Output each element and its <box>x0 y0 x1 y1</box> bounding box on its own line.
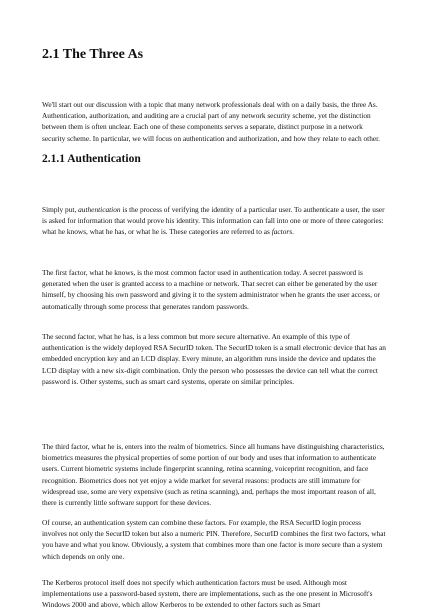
definition-paragraph <box>42 204 387 238</box>
factors-term: factors <box>271 227 293 237</box>
kerberos-paragraph: The Kerberos protocol itself does not specify which authentication factors must be used. Although most implementations use a password-based system, there are implementations, such as the one present in Microsoft's Windows 2000 and above, which allow Kerberos to be extended to other factors such as Smart <box>42 578 373 610</box>
definition-before: Simply put, <box>42 205 79 214</box>
subsection-heading: 2.1.1 Authentication <box>42 153 141 165</box>
definition-after: . <box>292 227 294 237</box>
third-factor-paragraph: The third factor, what he is, enters into the realm of biometrics. Since all humans have distinguishing characteristics, biometrics measures the physical properties of some portion of our body and uses that information to authenticate users. Current biometric systems include fingerprint scanning, retina scanning, voiceprint recognition, and face recognition. Biometrics does not yet enjoy a wide market for several reasons: products are still immature for widespread use, some are very expensive (such as retina scanning), and, perhaps the most important reason of all, there is currently little software support for these devices. <box>42 442 385 508</box>
intro-paragraph: We'll start out our discussion with a topic that many network professionals deal with on a daily basis, the three As. Authentication, authorization, and auditing are a crucial part of any network security scheme, yet the distinction between them is often unclear. Each one of these components serves a separate, distinct purpose in a network security scheme. In particular, we will focus on authentication and authorization, and how they relate to each other. <box>42 100 381 143</box>
definition-middle: is the process of verifying the identity of a particular user. To authenticate a user, the user is asked for information that would prove his identity. This information can fall into one or more of three categories: what he knows, what he has, or what he is. These categories are referred to as <box>42 205 385 237</box>
authentication-term: authentication <box>78 205 121 214</box>
section-heading: 2.1 The Three As <box>42 47 144 62</box>
combined-factors-paragraph: Of course, an authentication system can combine these factors. For example, the RSA SecurID login process involves not only the SecurID token but also a numeric PIN. Therefore, SecurID combines the first two factors, what you have and what you know. Obviously, a system that combines more than one factor is more secure than a system which depends on only one. <box>42 518 386 561</box>
second-factor-paragraph: The second factor, what he has, is a less common but more secure alternative. An example of this type of authentication is the widely deployed RSA SecurID token. The SecurID token is a small electronic device that has an embedded encryption key and an LCD display. Every minute, an algorithm runs inside the device and updates the LCD display with a new six-digit combination. Only the person who possesses the device can tell what the correct password is. Other systems, such as smart card systems, operate on similar principles. <box>42 332 386 386</box>
first-factor-paragraph: The first factor, what he knows, is the most common factor used in authentication today. A secret password is generated when the user is granted access to a machine or network. That secret can either be generated by the user himself, by choosing his own password and giving it to the system administrator when he grants the user access, or automatically through some process that generates random passwords. <box>42 268 380 311</box>
